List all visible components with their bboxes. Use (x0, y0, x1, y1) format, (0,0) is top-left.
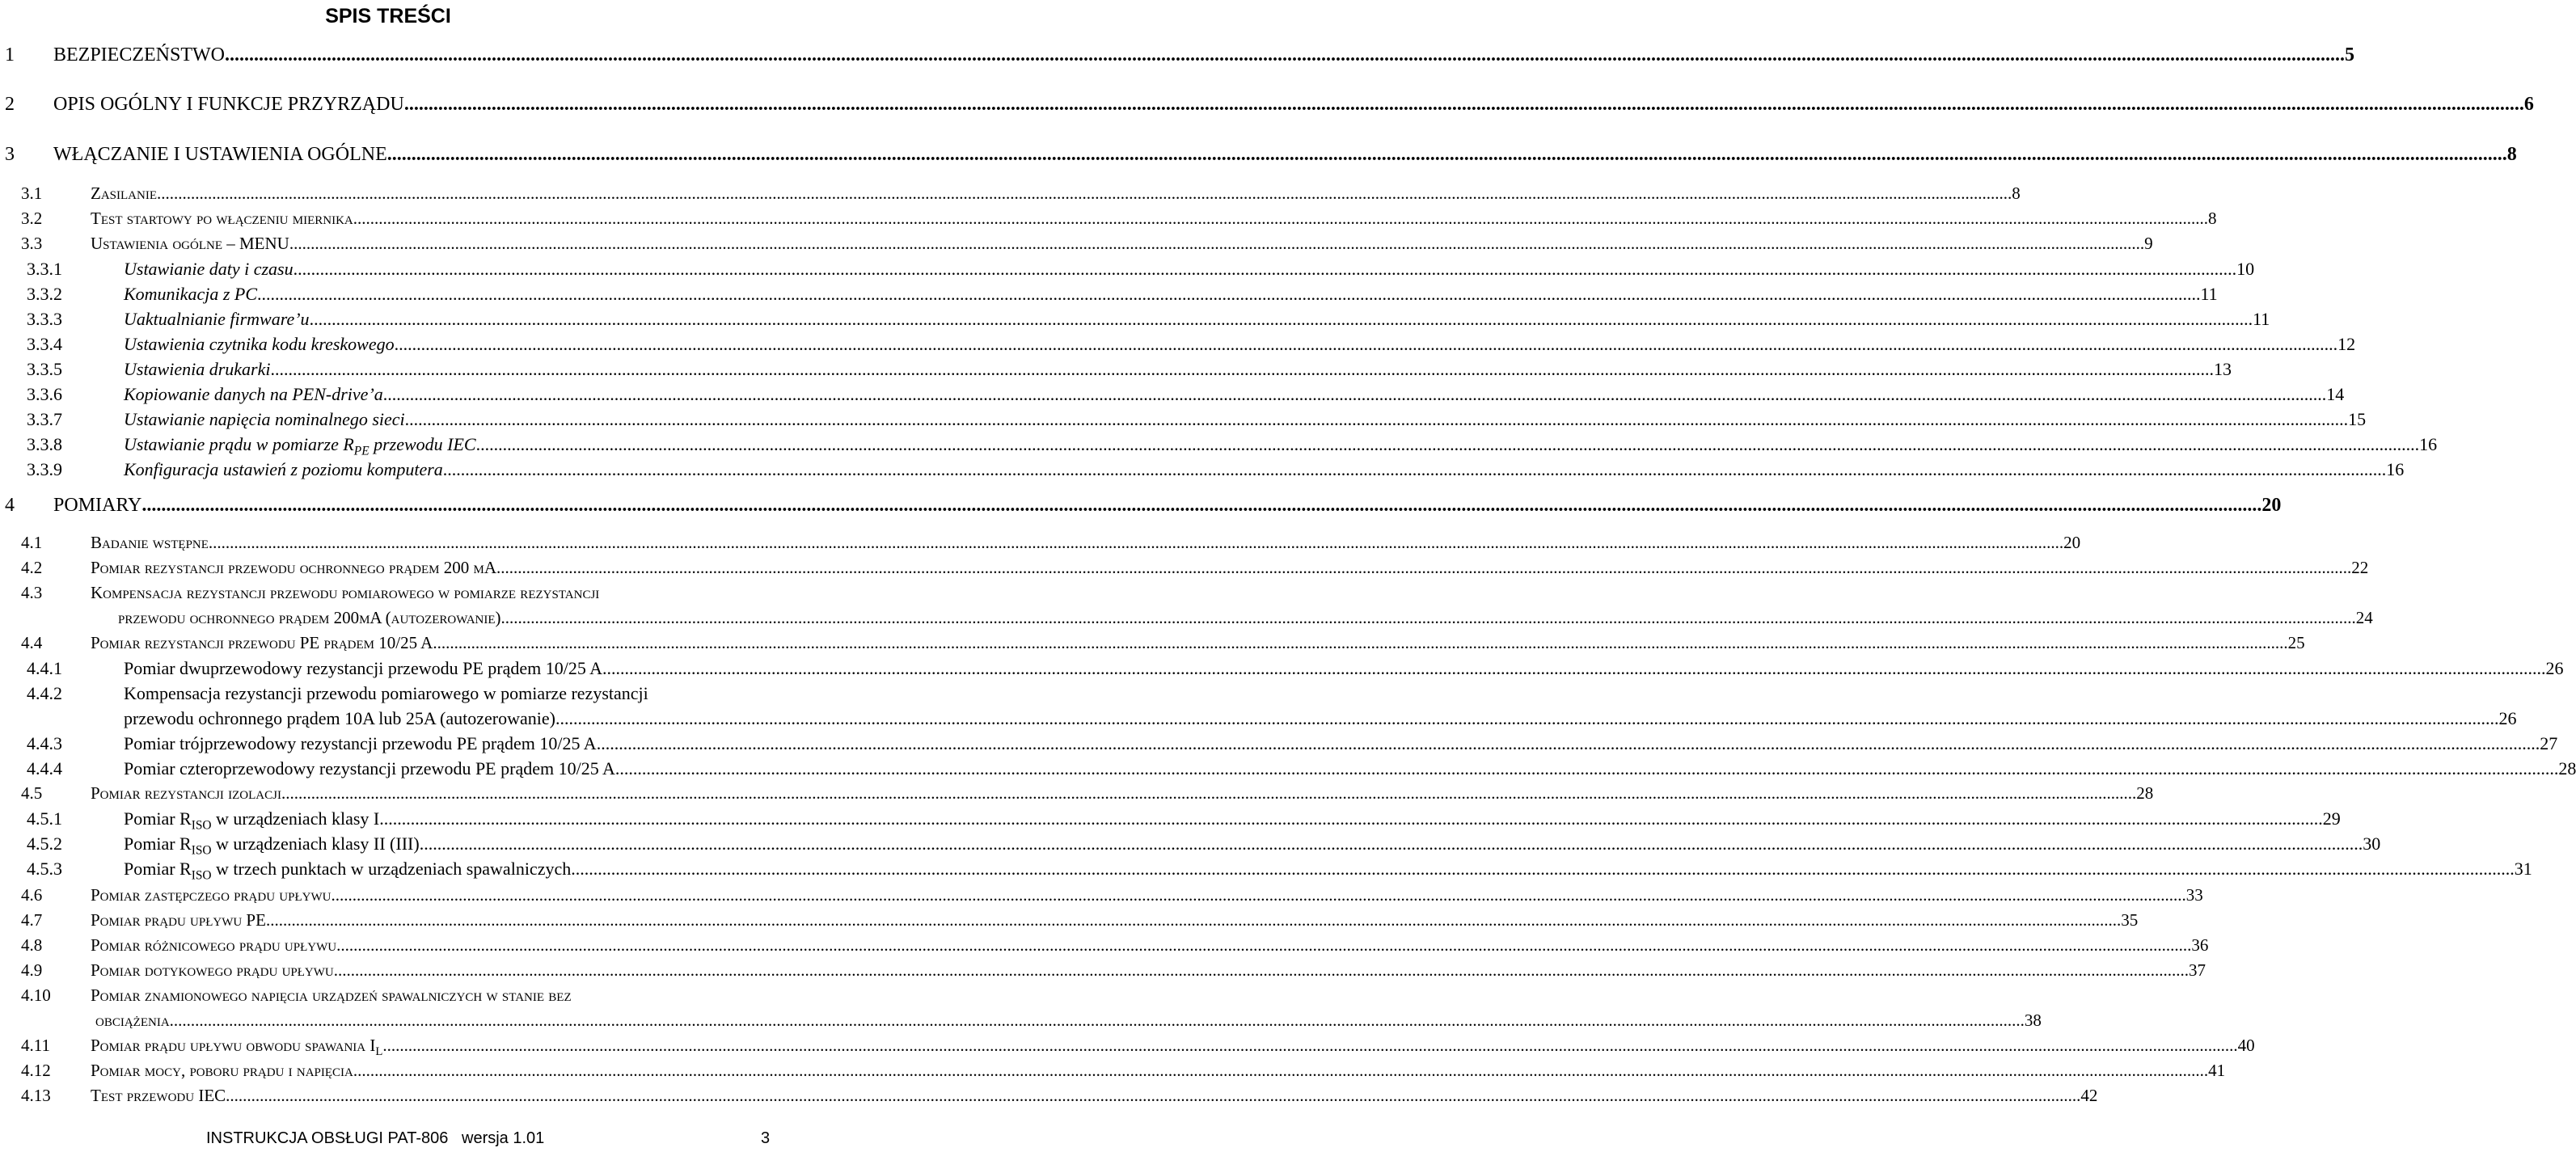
toc-entry[interactable]: 3.3.8 Ustawianie prądu w pomiarze $R_{PE}$ przewodu IEC ..... 16 (27, 434, 771, 458)
toc-entry[interactable]: 4.11 Pomiar prądu upływu obwodu spawania $I_L$ ..... 40 (21, 1036, 771, 1059)
toc-entry[interactable]: 3.1 Zasilanie ..... 8 (21, 184, 771, 204)
toc-entry[interactable]: 4.6 Pomiar zastępczego prądu upływu ..... 33 (21, 885, 771, 905)
toc-entry[interactable]: 3.3 Ustawienia ogólne – MENU ..... 9 (21, 234, 771, 254)
toc-entry-continuation[interactable]: obciążenia ..... 38 (95, 1011, 771, 1031)
toc-entry[interactable]: 4.5.2 Pomiar $R_{ISO}$ w urządzeniach klasy II (III) ..... 30 (27, 833, 771, 858)
toc-entry[interactable]: 4.10 Pomiar znamionowego napięcia urządzeń spawalniczych w stanie bez (21, 985, 572, 1005)
toc-entry[interactable]: 1 BEZPIECZEŃSTWO ..... 5 (5, 44, 771, 66)
toc-entry[interactable]: 3.3.1 Ustawianie daty i czasu ..... 10 (27, 259, 771, 280)
toc-entry[interactable]: 3.2 Test startowy po włączeniu miernika ..... 8 (21, 209, 771, 229)
toc-entry[interactable]: 4 POMIARY ..... 20 (5, 495, 771, 517)
toc-entry[interactable]: 4.5 Pomiar rezystancji izolacji ..... 28 (21, 783, 771, 804)
toc-entry[interactable]: 4.8 Pomiar różnicowego prądu upływu ..... 36 (21, 935, 771, 956)
toc-entry[interactable]: 4.9 Pomiar dotykowego prądu upływu ..... 37 (21, 960, 771, 981)
toc-entry[interactable]: 4.4.1 Pomiar dwuprzewodowy rezystancji przewodu PE prądem 10/25 A ..... 26 (27, 658, 771, 679)
toc-entry[interactable]: 4.4.2 Kompensacja rezystancji przewodu pomiarowego w pomiarze rezystancji (27, 683, 648, 703)
footer-page-number: 3 (761, 1129, 771, 1147)
toc-title: SPIS TREŚCI (325, 5, 451, 27)
toc-entry[interactable]: 3.3.9 Konfiguracja ustawień z poziomu komputera ..... 16 (27, 459, 771, 480)
toc-entry[interactable]: 2 OPIS OGÓLNY I FUNKCJE PRZYRZĄDU ..... 6 (5, 94, 771, 116)
toc-entry[interactable]: 3.3.7 Ustawianie napięcia nominalnego sieci ..... 15 (27, 409, 771, 430)
footer-text: INSTRUKCJA OBSŁUGI PAT-806 wersja 1.01 (206, 1129, 545, 1147)
toc-entry[interactable]: 3.3.4 Ustawienia czytnika kodu kreskowego ..... 12 (27, 334, 771, 355)
toc-entry[interactable]: 3.3.2 Komunikacja z PC ..... 11 (27, 284, 771, 305)
toc-entry[interactable]: 4.12 Pomiar mocy, poboru prądu i napięcia ..... 41 (21, 1061, 771, 1081)
toc-entry[interactable]: 4.3 Kompensacja rezystancji przewodu pomiarowego w pomiarze rezystancji (21, 583, 600, 602)
toc-entry[interactable]: 4.5.3 Pomiar $R_{ISO}$ w trzech punktach w urządzeniach spawalniczych ..... 31 (27, 859, 771, 883)
toc-entry[interactable]: 4.7 Pomiar prądu upływu PE ..... 35 (21, 910, 771, 930)
toc-entry[interactable]: 3 WŁĄCZANIE I USTAWIENIA OGÓLNE ..... 8 (5, 144, 771, 166)
toc-entry[interactable]: 4.4 Pomiar rezystancji przewodu PE prądem 10/25 A ..... 25 (21, 633, 771, 653)
toc-entry[interactable]: 4.13 Test przewodu IEC ..... 42 (21, 1086, 771, 1106)
toc-entry[interactable]: 3.3.5 Ustawienia drukarki ..... 13 (27, 359, 771, 380)
toc-entry[interactable]: 4.1 Badanie wstępne ..... 20 (21, 533, 771, 553)
toc-entry-continuation[interactable]: przewodu ochronnego prądem 200mA (autozerowanie) ..... 24 (118, 608, 771, 628)
toc-entry[interactable]: 3.3.6 Kopiowanie danych na PEN-drive’a ..... 14 (27, 384, 771, 405)
toc-entry[interactable]: 4.5.1 Pomiar $R_{ISO}$ w urządzeniach klasy I ..... 29 (27, 808, 771, 833)
toc-entry-continuation[interactable]: przewodu ochronnego prądem 10A lub 25A (autozerowanie) ..... 26 (124, 708, 771, 729)
toc-entry[interactable]: 4.2 Pomiar rezystancji przewodu ochronnego prądem 200 mA ..... 22 (21, 558, 771, 578)
toc-entry[interactable]: 4.4.3 Pomiar trójprzewodowy rezystancji przewodu PE prądem 10/25 A ..... 27 (27, 733, 771, 754)
toc-entry[interactable]: 4.4.4 Pomiar czteroprzewodowy rezystancji przewodu PE prądem 10/25 A ..... 28 (27, 758, 771, 779)
toc-entry[interactable]: 3.3.3 Uaktualnianie firmware’u ..... 11 (27, 309, 771, 330)
